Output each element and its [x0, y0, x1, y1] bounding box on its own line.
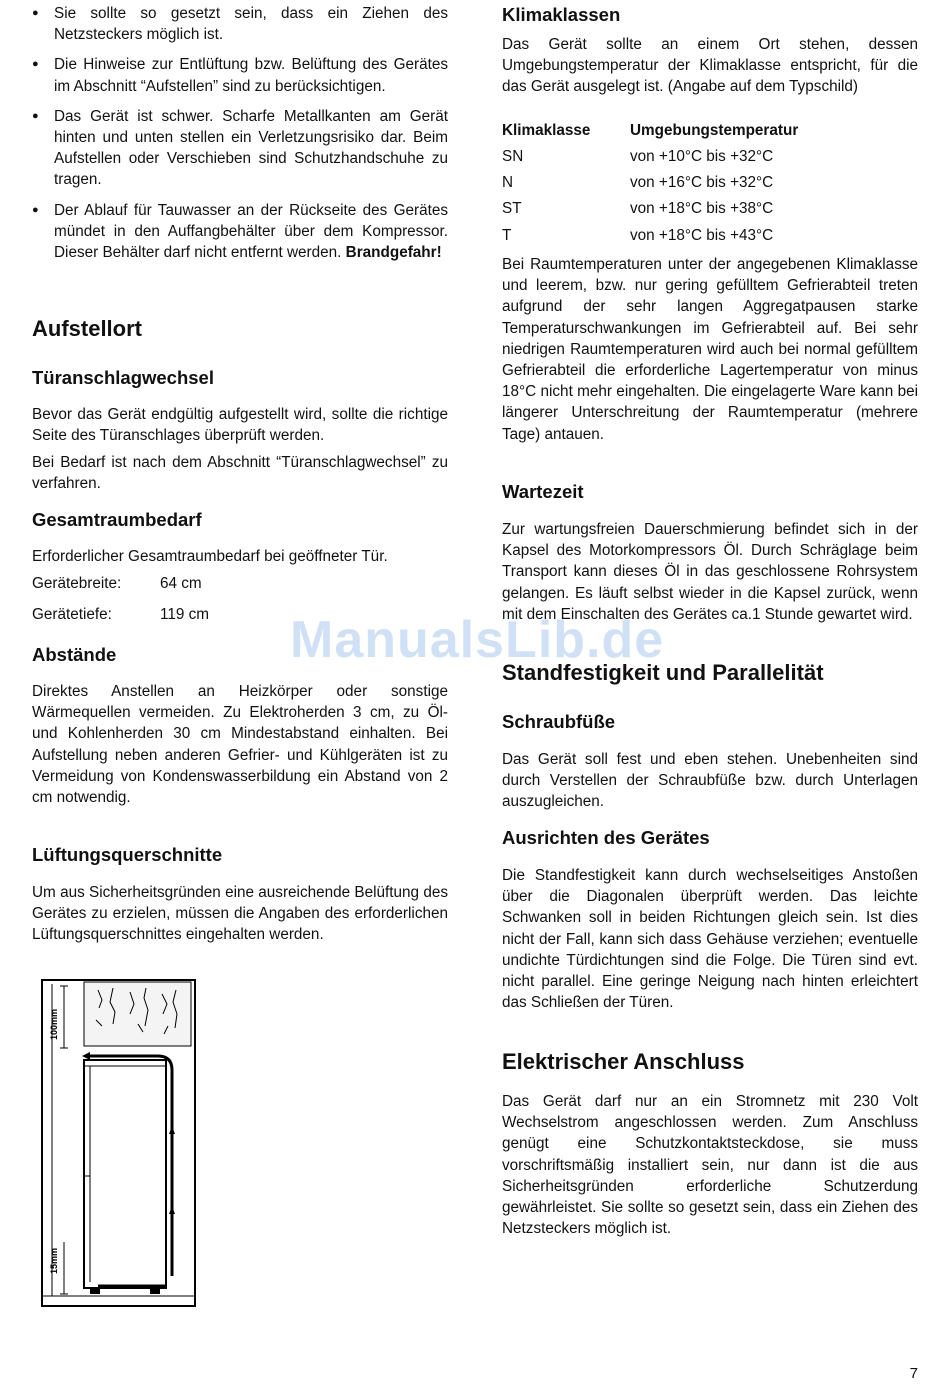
- klima-temp-cell: von +18°C bis +38°C: [630, 200, 774, 217]
- table-row: [502, 148, 918, 174]
- klima-class-cell: T: [502, 227, 512, 244]
- paragraph-wartezeit: Zur wartungsfreien Dauerschmierung befindet sich in der Kapsel des Motorkompressors Öl. Durch Schräglage beim Transport kann dieses Öl in das geschlossene Rohrsystem gelangen. Es läuft selbst wieder in die Kapsel zurück, wenn mit dem Einschalten des Gerätes ca.1 Stunde gewartet wird.: [502, 521, 918, 623]
- bullet-text: Der Ablauf für Tauwasser an der Rückseite des Gerätes mündet in den Auffangbehälter über dem Kompressor. Dieser Behälter darf nicht entfernt werden.: [54, 201, 448, 262]
- heading-elektro: Elektrischer Anschluss: [502, 1049, 745, 1074]
- safety-bullet-list: [32, 3, 448, 272]
- appliance-body: [84, 1060, 166, 1288]
- appliance-foot: [150, 1288, 160, 1294]
- paragraph-klimaklassen-2: Bei Raumtemperaturen unter der angegebenen Klimaklasse und leerem, bzw. nur gering gefülltem Gefrierabteil treten aufgrund der sehr langen Aggregatpausen starke Temperaturschwankungen im Gefrierabteil auf. Bei sehr niedrigen Raumtemperaturen wird auch bei normal gefülltem Gefrierabteil die erforderliche Lagertemperatur von minus 18°C nicht mehr eingehalten. Die eingelagerte Ware kann bei längerer Unterschreitung der Raumtemperatur (mehrere Tage) antauen.: [502, 256, 918, 443]
- paragraph-lueftung: Um aus Sicherheitsgründen eine ausreichende Belüftung des Gerätes zu erzielen, müssen die Angaben des erforderlichen Lüftungsquerschnittes eingehalten werden.: [32, 884, 448, 944]
- klima-header-temp: Umgebungstemperatur: [630, 122, 799, 139]
- heading-aufstellort: Aufstellort: [32, 316, 142, 341]
- klima-table: [502, 122, 918, 253]
- dimension-depth-value: 119 cm: [160, 606, 210, 623]
- paragraph-ausrichten: Die Standfestigkeit kann durch wechselseitiges Anstoßen über die Diagonalen überprüft werden. Das leichte Schwanken soll in beiden Richtungen gleich sein. Ist dies nicht der Fall, kann sich dass Gehäuse verziehen; eventuelle undichte Türdichtungen sind die Folge. Die Türen sind evt. nicht parallel. Eine geringe Neigung nach hinten erleichtert das Schließen der Türen.: [502, 867, 918, 1012]
- upper-cabinet: [84, 982, 191, 1046]
- table-row: [502, 174, 918, 200]
- table-row: [502, 227, 918, 253]
- paragraph-gesamtraum: Erforderlicher Gesamtraumbedarf bei geöffneter Tür.: [32, 548, 388, 565]
- bullet-item: ● Sie sollte so gesetzt sein, dass ein Ziehen des Netzsteckers möglich ist.: [32, 3, 448, 45]
- dimension-label-top: 100mm: [49, 1008, 59, 1040]
- dimension-depth-label: Gerätetiefe:: [32, 606, 112, 623]
- paragraph-tueranschlag-1: Bevor das Gerät endgültig aufgestellt wird, sollte die richtige Seite des Türanschlages überprüft werden.: [32, 406, 448, 445]
- watermark: ManualsLib.de: [290, 611, 665, 669]
- airflow-arrow-icon: [169, 1126, 175, 1134]
- ventilation-diagram: [38, 976, 200, 1310]
- heading-gesamtraum: Gesamtraumbedarf: [32, 509, 202, 530]
- heading-abstaende: Abstände: [32, 644, 117, 665]
- bullet-item: [32, 200, 448, 264]
- heading-klimaklassen: Klimaklassen: [502, 4, 621, 25]
- klima-temp-cell: von +10°C bis +32°C: [630, 148, 774, 165]
- dimension-width-value: 64 cm: [160, 575, 202, 592]
- heading-ausrichten: Ausrichten des Gerätes: [502, 827, 710, 848]
- page-number: 7: [909, 1365, 918, 1382]
- paragraph-schraubfuesse: Das Gerät soll fest und eben stehen. Unebenheiten sind durch Verstellen der Schraubfüße bzw. durch Unterlagen auszugleichen.: [502, 751, 918, 811]
- appliance-foot: [90, 1288, 100, 1294]
- heading-wartezeit: Wartezeit: [502, 481, 584, 502]
- table-row: [502, 200, 918, 227]
- dimension-width-label: Gerätebreite:: [32, 575, 122, 592]
- bullet-item: ● Das Gerät ist schwer. Scharfe Metallkanten am Gerät hinten und unten stellen ein Verletzungsrisiko dar. Beim Aufstellen oder Verschieben sind Schutzhandschuhe zu tragen.: [32, 106, 448, 191]
- heading-schraubfuesse: Schraubfüße: [502, 711, 616, 732]
- paragraph-klimaklassen: Das Gerät sollte an einem Ort stehen, dessen Umgebungstemperatur der Klimaklasse entspricht, für die das Gerät ausgelegt ist. (Angabe auf dem Typschild): [502, 36, 918, 96]
- klima-header-class: Klimaklasse: [502, 122, 591, 139]
- airflow-arrow-icon: [82, 1052, 90, 1060]
- klima-temp-cell: von +16°C bis +32°C: [630, 174, 774, 191]
- heading-lueftung: Lüftungsquerschnitte: [32, 844, 223, 865]
- klima-class-cell: SN: [502, 148, 524, 165]
- dimension-label-bottom: 15mm: [49, 1247, 59, 1274]
- heading-tueranschlag: Türanschlagwechsel: [32, 367, 214, 388]
- paragraph-tueranschlag-2: Bei Bedarf ist nach dem Abschnitt “Türanschlagwechsel” zu verfahren.: [32, 454, 448, 493]
- heading-standfestigkeit: Standfestigkeit und Parallelität: [502, 660, 824, 685]
- bullet-item: ● Die Hinweise zur Entlüftung bzw. Belüftung des Gerätes im Abschnitt “Aufstellen” sind zu berücksichtigen.: [32, 54, 448, 96]
- klima-temp-cell: von +18°C bis +43°C: [630, 227, 774, 244]
- airflow-arrow-icon: [169, 1206, 175, 1214]
- paragraph-elektro: Das Gerät darf nur an ein Stromnetz mit 230 Volt Wechselstrom angeschlossen werden. Zum Anschluss genügt eine Schutzkontaktsteckdose, sie muss vorschriftsmäßig installiert sein, nur dann ist die aus Sicherheitsgründen erforderliche Schutzerdung gewährleistet. Sie sollte so gesetzt sein, dass ein Ziehen des Netzsteckers möglich ist.: [502, 1093, 918, 1238]
- klima-class-cell: N: [502, 174, 514, 191]
- paragraph-abstaende: Direktes Anstellen an Heizkörper oder sonstige Wärmequellen vermeiden. Zu Elektroherden 3 cm, zu Öl- und Kohlenherden 30 cm Mindestabstand einhalten. Bei Aufstellung neben anderen Gefrier- und Kühlgeräten ist zu Vermeidung von Kondenswasserbildung ein Abstand von 2 cm notwendig.: [32, 683, 448, 807]
- klima-table-header: [502, 122, 918, 148]
- bullet-warning: Brandgefahr!: [345, 244, 442, 262]
- klima-class-cell: ST: [502, 200, 522, 217]
